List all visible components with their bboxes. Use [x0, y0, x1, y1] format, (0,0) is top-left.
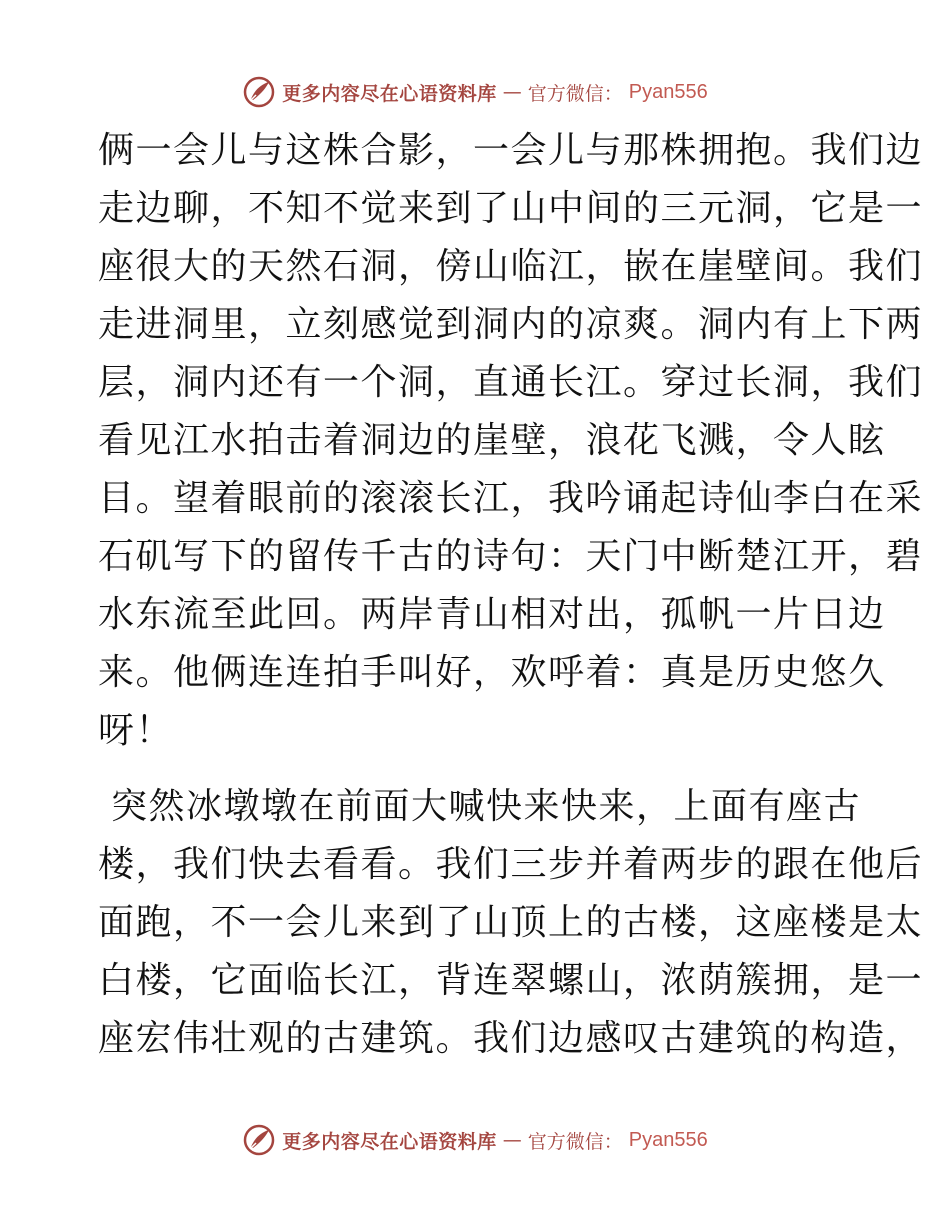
- paragraph-2: [98, 778, 924, 1068]
- text-line: 来。他俩连连拍手叫好，欢呼着：真是历史悠久: [98, 652, 886, 693]
- quill-logo-icon: [242, 75, 276, 109]
- text-line: 突然冰墩墩在前面大喊快来快来，上面有座古: [98, 786, 861, 827]
- text-line: 石矶写下的留传千古的诗句：天门中断楚江开，碧: [98, 536, 924, 577]
- banner-wechat-label: 官方微信：: [527, 1130, 623, 1153]
- banner-text: 更多内容尽在心语资料库: [282, 82, 497, 105]
- text-line: 看见江水拍击着洞边的崖壁，浪花飞溅，令人眩: [98, 420, 886, 461]
- text-line: 呀！: [98, 710, 174, 751]
- text-line: 俩一会儿与这株合影，一会儿与那株拥抱。我们边: [98, 130, 924, 171]
- text-line: 面跑，不一会儿来到了山顶上的古楼，这座楼是太: [98, 902, 924, 943]
- text-line: 走边聊，不知不觉来到了山中间的三元洞，它是一: [98, 188, 924, 229]
- banner-wechat-id: Pyan556: [628, 1128, 708, 1151]
- text-line: 目。望着眼前的滚滚长江，我吟诵起诗仙李白在采: [98, 478, 924, 519]
- text-line: 层，洞内还有一个洞，直通长江。穿过长洞，我们: [98, 362, 924, 403]
- banner-dash: —: [502, 1129, 522, 1151]
- banner-text: 更多内容尽在心语资料库: [282, 1130, 497, 1153]
- paragraph-gap: [98, 760, 850, 778]
- header-banner: [0, 72, 950, 112]
- document-body: [98, 122, 924, 1068]
- banner-wechat-id: Pyan556: [628, 80, 708, 103]
- banner-dash: —: [502, 81, 522, 103]
- text-line: 座宏伟壮观的古建筑。我们边感叹古建筑的构造，: [98, 1018, 924, 1059]
- text-line: 楼，我们快去看看。我们三步并着两步的跟在他后: [98, 844, 924, 885]
- banner-wechat-label: 官方微信：: [527, 82, 623, 105]
- text-line: 座很大的天然石洞，傍山临江，嵌在崖壁间。我们: [98, 246, 924, 287]
- text-line: 水东流至此回。两岸青山相对出，孤帆一片日边: [98, 594, 886, 635]
- quill-logo-icon: [242, 1123, 276, 1157]
- paragraph-1: [98, 122, 924, 760]
- text-line: 走进洞里，立刻感觉到洞内的凉爽。洞内有上下两: [98, 304, 924, 345]
- footer-banner: [0, 1120, 950, 1160]
- text-line: 白楼，它面临长江，背连翠螺山，浓荫簇拥，是一: [98, 960, 924, 1001]
